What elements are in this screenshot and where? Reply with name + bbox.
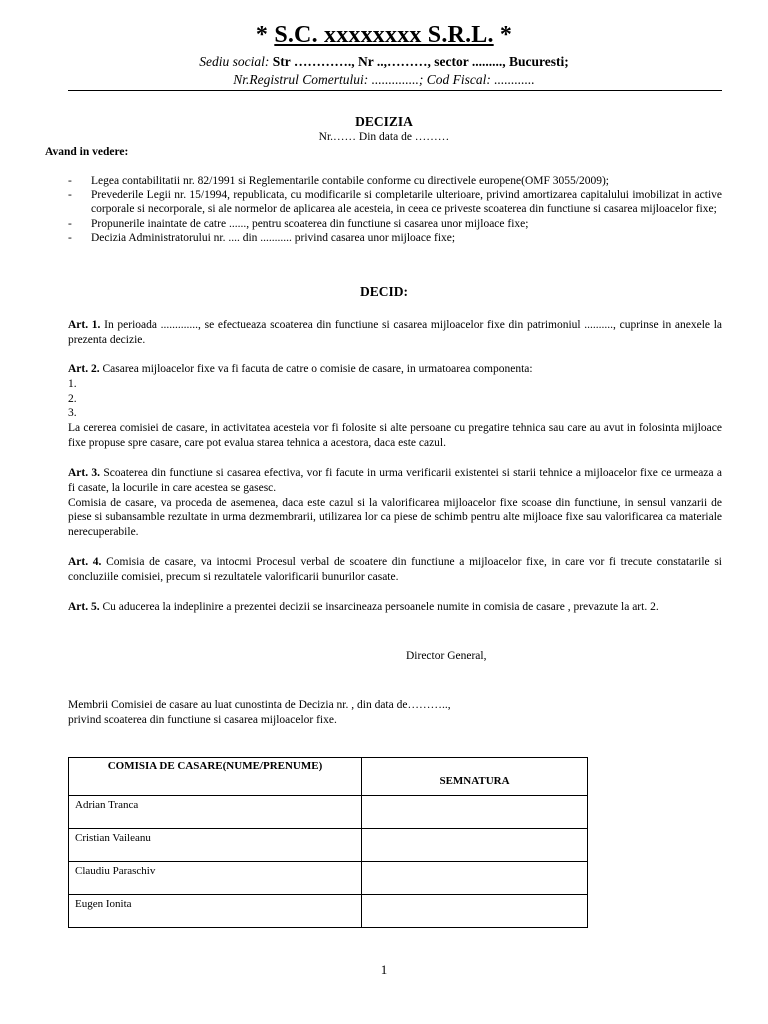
header-divider xyxy=(68,90,722,91)
cod-fiscal-label: Cod Fiscal: xyxy=(423,72,491,87)
member-name: Claudiu Paraschiv xyxy=(69,862,362,895)
table-header-row xyxy=(69,758,588,796)
member-name: Adrian Tranca xyxy=(69,796,362,829)
list-item: - Decizia Administratorului nr. .... din ........... privind casarea unor mijloace fixe; xyxy=(68,231,456,244)
registru-value: ..............; xyxy=(368,72,424,87)
list-item: - Propunerile inaintate de catre ......, pentru scoaterea din functiune si casarea unor mijloace fixe; xyxy=(68,217,529,230)
article-2: Art. 2. Casarea mijloacelor fixe va fi facuta de catre o comisie de casare, in urmatoarea componenta: 1. 2. 3. La cererea comisiei de casare, in activitatea acesteia vor fi folosite si alte persoane cu pregatire tehnica sau care au avut in folosinta mijloace fixe propuse spre casare, care pot evalua starea tehnica a acestora, daca este cazul. xyxy=(68,363,722,449)
registered-office-line xyxy=(0,54,768,70)
sediu-label: Sediu social: xyxy=(199,54,270,69)
column-header-signature: SEMNATURA xyxy=(362,758,588,796)
document-title: DECIZIA xyxy=(355,114,413,129)
table-row xyxy=(69,829,588,862)
signature-title: Director General, xyxy=(406,650,487,662)
registry-line xyxy=(0,72,768,88)
registru-label: Nr.Registrul Comertului: xyxy=(233,72,369,87)
article-3: Art. 3. Scoaterea din functiune si casarea efectiva, vor fi facute in urma verificarii existentei si starii tehnice a mijloacelor fixe ce urmeaza a fi casate, la locurile in care acestea se gasesc. Comisia de casare, va proceda de asemenea, daca este cazul si la valorificarea mijloacelor fixe scoase din functiune, in sensul vanzarii de piese si subansamble rezultate in urma dezmembrarii, utilizarea lor ca piese de schimb pentru alte mijloace fixe sau valorificarea ca materiale nerecuperabile. xyxy=(68,467,722,539)
decid-heading: DECID: xyxy=(359,284,408,299)
sediu-value: Str …………., Nr ..,………, sector ........., Bucuresti; xyxy=(269,54,569,69)
article-4: Art. 4. Comisia de casare, va intocmi Procesul verbal de scoatere din functiune a mijloacelor fixe, in care vor fi trecute constatarile si concluziile comisiei, precum si rezultatele valorificarii bunurilor casate. xyxy=(68,556,722,583)
signature-cell xyxy=(362,862,588,895)
table-row xyxy=(69,862,588,895)
member-slot-2: 2. xyxy=(68,392,77,405)
signature-cell xyxy=(362,796,588,829)
document-number-line: Nr.…… Din data de ……… xyxy=(318,131,450,143)
table-row xyxy=(69,796,588,829)
member-name: Cristian Vaileanu xyxy=(69,829,362,862)
signature-cell xyxy=(362,895,588,928)
commission-table xyxy=(68,757,588,928)
member-slot-1: 1. xyxy=(68,377,77,390)
member-name: Eugen Ionita xyxy=(69,895,362,928)
list-item: - Prevederile Legii nr. 15/1994, republicata, cu modificarile si completarile ulterioare, privind amortizarea capitalului imobilizat in active corporale si necorporale, si ale normelor de aplicarea ale acesteia, in ceea ce priveste scoaterea din functiune si casarea mijloacelor fixe; xyxy=(68,189,722,216)
list-item: - Legea contabilitatii nr. 82/1991 si Reglementarile contabile conforme cu directivele europene(OMF 3055/2009); xyxy=(68,175,609,187)
considerations-heading: Avand in vedere: xyxy=(45,146,129,158)
cod-fiscal-value: ............ xyxy=(490,72,535,87)
page-number: 1 xyxy=(380,962,388,977)
member-slot-3: 3. xyxy=(68,407,77,420)
company-name-heading: * S.C. xxxxxxxx S.R.L. * xyxy=(255,22,513,48)
company-name: S.C. xxxxxxxx S.R.L. xyxy=(274,22,494,48)
signature-cell xyxy=(362,829,588,862)
members-acknowledgement: Membrii Comisiei de casare au luat cunostinta de Decizia nr. , din data de……….., privind scoaterea din functiune si casarea mijloacelor fixe. xyxy=(68,699,451,726)
article-5: Art. 5. Cu aducerea la indeplinire a prezentei decizii se insarcineaza persoanele numite in comisia de casare , prevazute la art. 2. xyxy=(68,601,659,613)
article-1: Art. 1. In perioada ............., se efectueaza scoaterea din functiune si casarea mijloacelor fixe din patrimoniul .........., cuprinse in anexele la prezenta decizie. xyxy=(68,319,722,346)
table-row xyxy=(69,895,588,928)
considerations-list xyxy=(68,174,722,245)
column-header-name: COMISIA DE CASARE(NUME/PRENUME) xyxy=(69,758,362,796)
